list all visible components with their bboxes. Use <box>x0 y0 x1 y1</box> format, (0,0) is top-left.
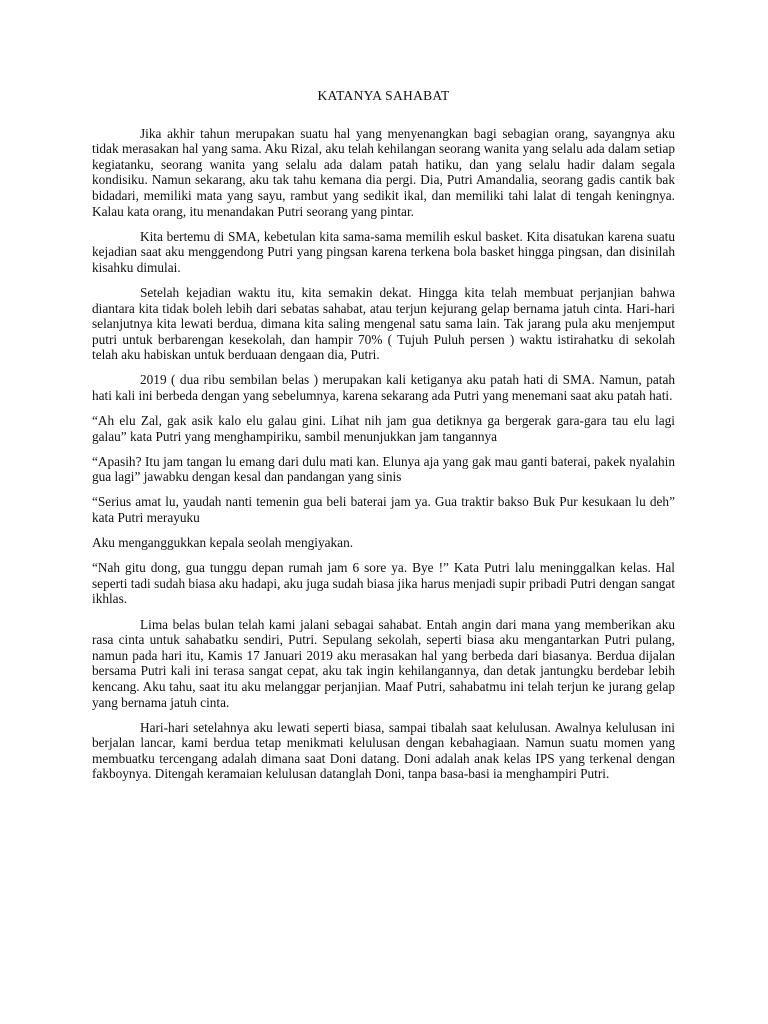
paragraph-1: Jika akhir tahun merupakan suatu hal yang menyenangkan bagi sebagian orang, sayangnya aku tidak merasakan hal yang sama. Aku Rizal, aku telah kehilangan seorang wanita yang selalu ada dalam setiap kegiatanku, seorang wanita yang selalu ada dalam patah hatiku, dan yang selalu hadir dalam segala kondisiku. Namun sekarang, aku tak tahu kemana dia pergi. Dia, Putri Amandalia, seorang gadis cantik bak bidadari, memiliki mata yang sayu, rambut yang sedikit ikal, dan memiliki tahi lalat di tengah keningnya. Kalau kata orang, itu menandakan Putri seorang yang pintar. <box>92 125 675 219</box>
dialogue-3: “Serius amat lu, yaudah nanti temenin gua beli baterai jam ya. Gua traktir bakso Buk Pur kesukaan lu deh” kata Putri merayuku <box>92 494 675 526</box>
document-title: KATANYA SAHABAT <box>317 88 450 103</box>
dialogue-1: “Ah elu Zal, gak asik kalo elu galau gini. Lihat nih jam gua detiknya ga bergerak gara-gara tau elu lagi galau” kata Putri yang menghampiriku, sambil menunjukkan jam tangannya <box>92 413 675 444</box>
dialogue-4: “Nah gitu dong, gua tunggu depan rumah jam 6 sore ya. Bye !” Kata Putri lalu meninggalkan kelas. Hal seperti tadi sudah biasa aku hadapi, aku juga sudah biasa jika harus menjadi supir pribadi Putri dengan sangat ikhlas. <box>92 560 675 607</box>
narration-line: Aku menganggukkan kepala seolah mengiyakan. <box>92 535 354 551</box>
dialogue-2: “Apasih? Itu jam tangan lu emang dari dulu mati kan. Elunya aja yang gak mau ganti baterai, pakek nyalahin gua lagi” jawabku dengan kesal dan pandangan yang sinis <box>92 453 675 485</box>
paragraph-5: Lima belas bulan telah kami jalani sebagai sahabat. Entah angin dari mana yang memberikan aku rasa cinta untuk sahabatku sendiri, Putri. Sepulang sekolah, seperti biasa aku mengantarkan Putri pulang, namun pada hari itu, Kamis 17 Januari 2019 aku merasakan hal yang berbeda dari biasanya. Berdua dijalan bersama Putri kali ini terasa sangat cepat, aku tak ingin kehilangannya, dan detak jantungku berdebar lebih kencang. Aku tahu, saat itu aku melanggar perjanjian. Maaf Putri, sahabatmu ini telah terjun ke jurang gelap yang bernama jatuh cinta. <box>92 616 675 710</box>
paragraph-4: 2019 ( dua ribu sembilan belas ) merupakan kali ketiganya aku patah hati di SMA. Namun, patah hati kali ini berbeda dengan yang sebelumnya, karena sekarang ada Putri yang menemani saat aku patah hati. <box>92 372 675 403</box>
paragraph-6: Hari-hari setelahnya aku lewati seperti biasa, sampai tibalah saat kelulusan. Awalnya kelulusan ini berjalan lancar, kami berdua tetap menikmati kelulusan dengan kebahagiaan. Namun suatu momen yang membuatku tercengang adalah dimana saat Doni datang. Doni adalah anak kelas IPS yang terkenal dengan fakboynya. Ditengah keramaian kelulusan datanglah Doni, tanpa basa-basi ia menghampiri Putri. <box>92 719 675 782</box>
paragraph-3: Setelah kejadian waktu itu, kita semakin dekat. Hingga kita telah membuat perjanjian bahwa diantara kita tidak boleh lebih dari sebatas sahabat, atau terjun kejurang gelap bernama jatuh cinta. Hari-hari selanjutnya kita lewati berdua, dimana kita saling mengenal satu sama lain. Tak jarang pula aku menjemput putri untuk berbarengan kesekolah, dan hampir 70% ( Tujuh Puluh persen ) waktu istirahatku di sekolah telah aku habiskan untuk berduaan dengaan dia, Putri. <box>92 284 675 363</box>
paragraph-2: Kita bertemu di SMA, kebetulan kita sama-sama memilih eskul basket. Kita disatukan karena suatu kejadian saat aku menggendong Putri yang pingsan karena terkena bola basket hingga pingsan, dan disinilah kisahku dimulai. <box>92 228 675 275</box>
document-page <box>92 88 675 791</box>
